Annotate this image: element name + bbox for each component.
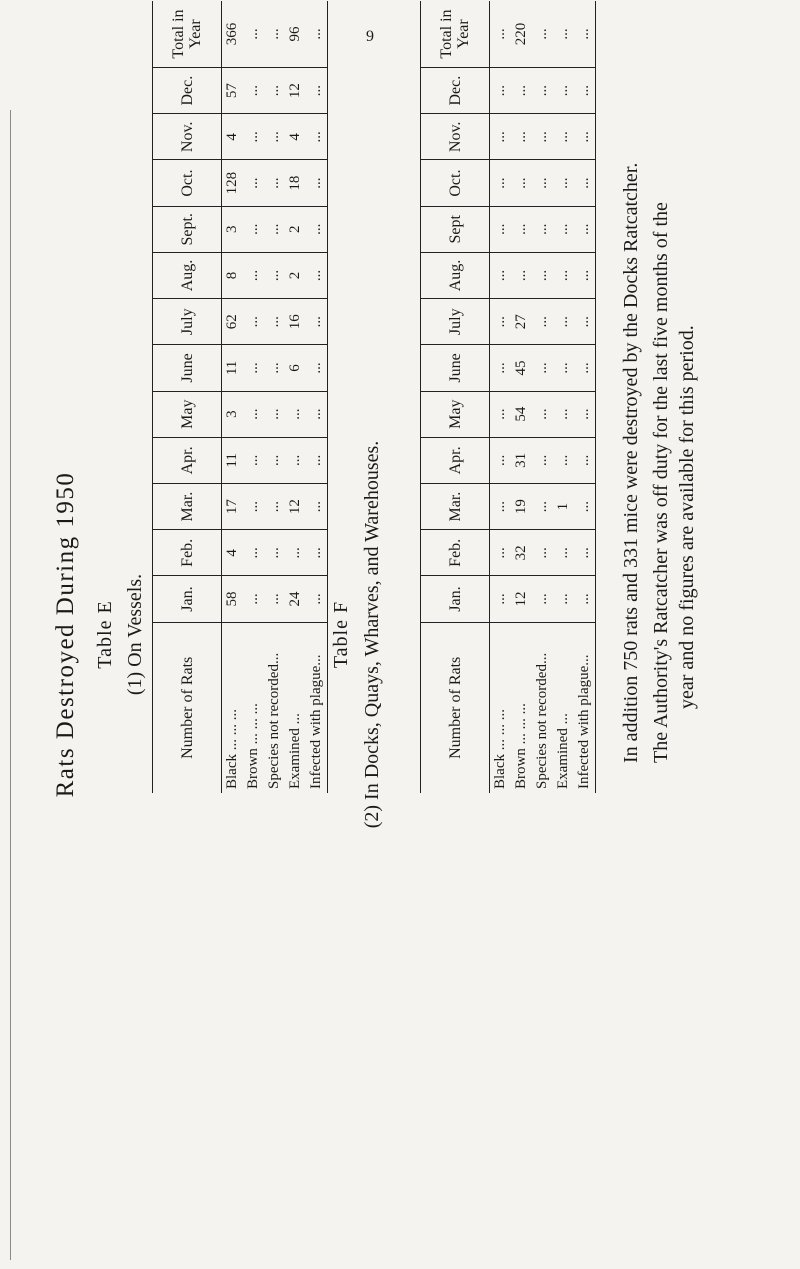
column-header: Jan. <box>153 576 222 622</box>
table-cell: ... <box>511 160 532 206</box>
table-cell: ... <box>306 530 328 576</box>
table-cell: ... <box>306 437 328 483</box>
table-cell: ... <box>285 437 306 483</box>
table-cell: ... <box>532 530 553 576</box>
table-cell: 4 <box>285 114 306 160</box>
table-row <box>285 1 306 793</box>
table-cell: ... <box>243 391 264 437</box>
table-cell: 1 <box>553 483 574 529</box>
row-label: Examined ... <box>555 713 571 789</box>
table-cell: ... <box>532 483 553 529</box>
column-header: May <box>421 391 490 437</box>
column-header: Mar. <box>421 483 490 529</box>
table-e-section: (1) On Vessels. <box>124 573 146 696</box>
table-cell: ... <box>264 345 285 391</box>
table-cell: ... <box>574 483 596 529</box>
column-header: May <box>153 391 222 437</box>
table-cell: ... <box>574 345 596 391</box>
table-cell: ... <box>285 530 306 576</box>
table-cell: ... <box>243 252 264 298</box>
column-header: Dec. <box>421 68 490 114</box>
table-row <box>306 1 328 793</box>
table-cell: ... <box>574 437 596 483</box>
table-cell: 32 <box>511 530 532 576</box>
table-cell: ... <box>306 299 328 345</box>
table-cell: 2 <box>285 252 306 298</box>
table-cell: ... <box>532 576 553 622</box>
table-cell: ... <box>574 391 596 437</box>
table-cell: ... <box>553 206 574 252</box>
row-label: Black ... ... ... <box>492 709 508 789</box>
table-cell: ... <box>306 1 328 68</box>
table-cell: 18 <box>285 160 306 206</box>
table-cell: ... <box>574 114 596 160</box>
table-cell: ... <box>532 252 553 298</box>
table-f-header-row <box>421 1 490 793</box>
table-cell: ... <box>264 252 285 298</box>
table-cell: 27 <box>511 299 532 345</box>
table-cell: ... <box>306 483 328 529</box>
table-cell: 19 <box>511 483 532 529</box>
table-cell: ... <box>243 206 264 252</box>
table-cell: 4 <box>222 114 244 160</box>
table-cell: ... <box>553 576 574 622</box>
table-cell: ... <box>511 252 532 298</box>
table-cell: 12 <box>511 576 532 622</box>
table-cell: ... <box>243 345 264 391</box>
table-cell: ... <box>243 1 264 68</box>
table-cell: ... <box>553 530 574 576</box>
table-cell: ... <box>490 114 512 160</box>
table-cell: ... <box>511 114 532 160</box>
table-cell: ... <box>306 114 328 160</box>
table-cell: ... <box>490 345 512 391</box>
column-header: Total in Year <box>153 1 222 68</box>
table-cell: ... <box>532 299 553 345</box>
table-row <box>511 1 532 793</box>
column-header: Mar. <box>153 483 222 529</box>
table-cell: ... <box>574 576 596 622</box>
table-cell: 128 <box>222 160 244 206</box>
row-label: Infected with plague... <box>574 622 596 793</box>
table-cell: ... <box>553 252 574 298</box>
table-cell: ... <box>532 1 553 68</box>
table-cell: ... <box>264 576 285 622</box>
table-cell: 4 <box>222 530 244 576</box>
column-header: Feb. <box>421 530 490 576</box>
footnote-line: year and no figures are available for this period. <box>676 325 698 709</box>
table-cell: ... <box>264 437 285 483</box>
table-cell: 2 <box>285 206 306 252</box>
table-cell: 62 <box>222 299 244 345</box>
table-cell: 3 <box>222 206 244 252</box>
table-cell: ... <box>285 391 306 437</box>
table-cell: ... <box>490 252 512 298</box>
table-cell: 366 <box>222 1 244 68</box>
table-cell: 58 <box>222 576 244 622</box>
table-e-caption: Table E <box>94 600 116 669</box>
column-header: Oct. <box>153 160 222 206</box>
column-header: Aug. <box>153 252 222 298</box>
column-header: Apr. <box>153 437 222 483</box>
table-cell: ... <box>574 252 596 298</box>
table-f-caption: Table F <box>330 600 352 669</box>
table-cell: 8 <box>222 252 244 298</box>
table-cell: ... <box>264 391 285 437</box>
table-row <box>243 1 264 793</box>
table-cell: ... <box>532 437 553 483</box>
table-cell: ... <box>490 68 512 114</box>
table-cell: ... <box>243 576 264 622</box>
column-header: June <box>421 345 490 391</box>
table-cell: ... <box>264 206 285 252</box>
table-cell: ... <box>532 160 553 206</box>
table-row <box>553 1 574 793</box>
column-header: Number of Rats <box>421 622 490 793</box>
row-label: Infected with plague... <box>306 622 328 793</box>
table-cell: ... <box>511 206 532 252</box>
table-cell: 12 <box>285 483 306 529</box>
table-cell: ... <box>243 483 264 529</box>
table-cell: ... <box>490 299 512 345</box>
table-cell: ... <box>264 299 285 345</box>
table-cell: ... <box>306 206 328 252</box>
column-header: Oct. <box>421 160 490 206</box>
table-cell: ... <box>553 437 574 483</box>
table-cell: ... <box>574 160 596 206</box>
table-cell: ... <box>490 391 512 437</box>
table-cell: ... <box>532 206 553 252</box>
table-cell: ... <box>532 345 553 391</box>
table-cell: 220 <box>511 1 532 68</box>
row-label: Examined ... <box>287 713 303 789</box>
table-cell: 3 <box>222 391 244 437</box>
table-cell: 11 <box>222 345 244 391</box>
column-header: Sept <box>421 206 490 252</box>
table-cell: ... <box>490 530 512 576</box>
table-cell: ... <box>306 345 328 391</box>
table-cell: ... <box>553 299 574 345</box>
column-header: Apr. <box>421 437 490 483</box>
table-cell: 96 <box>285 1 306 68</box>
table-cell: ... <box>553 345 574 391</box>
table-cell: ... <box>306 68 328 114</box>
column-header: Sept. <box>153 206 222 252</box>
table-cell: ... <box>306 576 328 622</box>
table-f <box>420 1 596 793</box>
row-label: Species not recorded... <box>534 652 550 789</box>
column-header: June <box>153 345 222 391</box>
table-cell: ... <box>553 1 574 68</box>
table-cell: ... <box>264 160 285 206</box>
table-cell: ... <box>490 1 512 68</box>
table-row <box>490 1 512 793</box>
column-header: Nov. <box>153 114 222 160</box>
table-cell: 57 <box>222 68 244 114</box>
table-cell: ... <box>574 299 596 345</box>
table-cell: ... <box>243 530 264 576</box>
column-header: Number of Rats <box>153 622 222 793</box>
table-cell: ... <box>306 391 328 437</box>
table-cell: ... <box>306 252 328 298</box>
table-cell: ... <box>490 576 512 622</box>
table-cell: ... <box>532 68 553 114</box>
table-row <box>222 1 244 793</box>
table-cell: ... <box>264 530 285 576</box>
table-row <box>574 1 596 793</box>
table-cell: 11 <box>222 437 244 483</box>
column-header: Jan. <box>421 576 490 622</box>
table-cell: ... <box>264 114 285 160</box>
table-cell: ... <box>264 483 285 529</box>
table-cell: ... <box>574 206 596 252</box>
table-row <box>264 1 285 793</box>
table-cell: ... <box>490 483 512 529</box>
column-header: July <box>153 299 222 345</box>
table-cell: ... <box>553 68 574 114</box>
table-row <box>532 1 553 793</box>
table-cell: ... <box>511 68 532 114</box>
row-label: Brown ... ... ... <box>513 703 529 789</box>
table-cell: 54 <box>511 391 532 437</box>
table-cell: 12 <box>285 68 306 114</box>
page-number: 9 <box>366 28 374 45</box>
table-cell: ... <box>553 391 574 437</box>
table-cell: ... <box>264 1 285 68</box>
table-cell: ... <box>243 160 264 206</box>
table-cell: ... <box>264 68 285 114</box>
table-cell: 17 <box>222 483 244 529</box>
table-cell: ... <box>553 114 574 160</box>
table-cell: ... <box>490 206 512 252</box>
row-label: Species not recorded... <box>266 652 282 789</box>
table-cell: ... <box>574 530 596 576</box>
table-cell: 45 <box>511 345 532 391</box>
table-cell: ... <box>490 437 512 483</box>
column-header: July <box>421 299 490 345</box>
footnote-line: In addition 750 rats and 331 mice were destroyed by the Docks Ratcatcher. <box>620 162 642 763</box>
table-cell: 24 <box>285 576 306 622</box>
table-cell: ... <box>574 68 596 114</box>
table-f-section: (2) In Docks, Quays, Wharves, and Warehouses. <box>361 440 383 829</box>
column-header: Aug. <box>421 252 490 298</box>
table-cell: ... <box>553 160 574 206</box>
table-cell: ... <box>490 160 512 206</box>
table-cell: 16 <box>285 299 306 345</box>
table-cell: 6 <box>285 345 306 391</box>
table-cell: ... <box>306 160 328 206</box>
table-cell: ... <box>243 114 264 160</box>
column-header: Feb. <box>153 530 222 576</box>
column-header: Nov. <box>421 114 490 160</box>
row-label: Black ... ... ... <box>224 709 240 789</box>
table-cell: ... <box>574 1 596 68</box>
table-cell: ... <box>243 68 264 114</box>
table-cell: 31 <box>511 437 532 483</box>
row-label: Brown ... ... ... <box>245 703 261 789</box>
column-header: Total in Year <box>421 1 490 68</box>
table-cell: ... <box>532 114 553 160</box>
table-cell: ... <box>243 299 264 345</box>
footnote-line: The Authority's Ratcatcher was off duty for the last five months of the <box>650 202 672 763</box>
column-header: Dec. <box>153 68 222 114</box>
page-title: Rats Destroyed During 1950 <box>52 471 79 798</box>
table-cell: ... <box>243 437 264 483</box>
table-e-header-row <box>153 1 222 793</box>
table-e <box>152 1 328 793</box>
table-cell: ... <box>532 391 553 437</box>
